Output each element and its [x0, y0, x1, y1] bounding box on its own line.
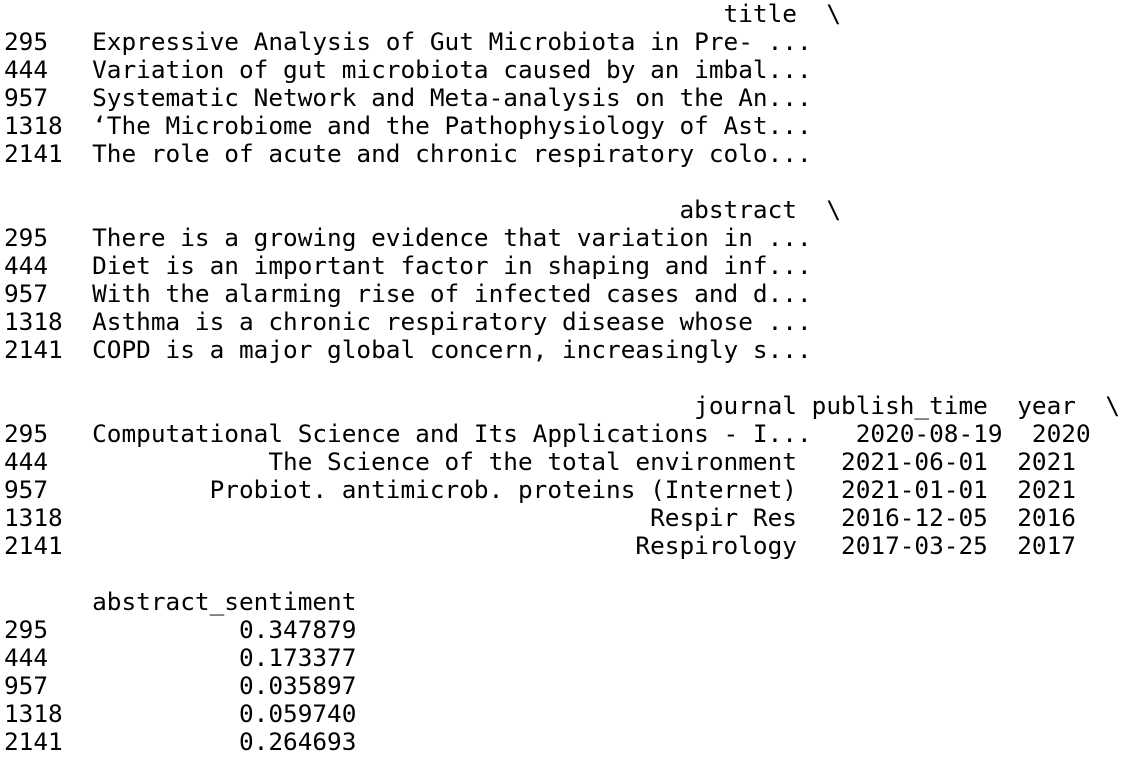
- abstract-row-2141: 2141 COPD is a major global concern, increasingly s...: [4, 335, 812, 364]
- journal-row-2141: 2141 Respirology 2017-03-25 2017: [4, 531, 1076, 560]
- abstract-row-295: 295 There is a growing evidence that variation in ...: [4, 223, 812, 252]
- sentiment-row-295: 295 0.347879: [4, 615, 357, 644]
- sentiment-row-2141: 2141 0.264693: [4, 727, 357, 756]
- blank-line: [4, 168, 1120, 196]
- title-row-1318: 1318 ‘The Microbiome and the Pathophysiology of Ast...: [4, 111, 812, 140]
- sentiment-row-444: 444 0.173377: [4, 643, 357, 672]
- sentiment-header-line: abstract_sentiment: [4, 587, 357, 616]
- sentiment-row-957: 957 0.035897: [4, 671, 357, 700]
- abstract-row-444: 444 Diet is an important factor in shaping and inf...: [4, 251, 812, 280]
- blank-line: [4, 364, 1120, 392]
- title-row-2141: 2141 The role of acute and chronic respiratory colo...: [4, 139, 812, 168]
- console-output: [4, 0, 1120, 756]
- journal-row-1318: 1318 Respir Res 2016-12-05 2016: [4, 503, 1076, 532]
- journal-row-295: 295 Computational Science and Its Applications - I... 2020-08-19 2020: [4, 419, 1091, 448]
- title-row-957: 957 Systematic Network and Meta-analysis on the An...: [4, 83, 812, 112]
- abstract-row-957: 957 With the alarming rise of infected cases and d...: [4, 279, 812, 308]
- journal-row-957: 957 Probiot. antimicrob. proteins (Internet) 2021-01-01 2021: [4, 475, 1076, 504]
- abstract-header-line: abstract \: [4, 195, 842, 224]
- title-row-295: 295 Expressive Analysis of Gut Microbiota in Pre- ...: [4, 27, 812, 56]
- abstract-row-1318: 1318 Asthma is a chronic respiratory disease whose ...: [4, 307, 812, 336]
- journal-header-line: journal publish_time year \: [4, 391, 1121, 420]
- title-header-line: title \: [4, 0, 842, 28]
- sentiment-row-1318: 1318 0.059740: [4, 699, 357, 728]
- journal-row-444: 444 The Science of the total environment 2021-06-01 2021: [4, 447, 1076, 476]
- title-row-444: 444 Variation of gut microbiota caused by an imbal...: [4, 55, 812, 84]
- blank-line: [4, 560, 1120, 588]
